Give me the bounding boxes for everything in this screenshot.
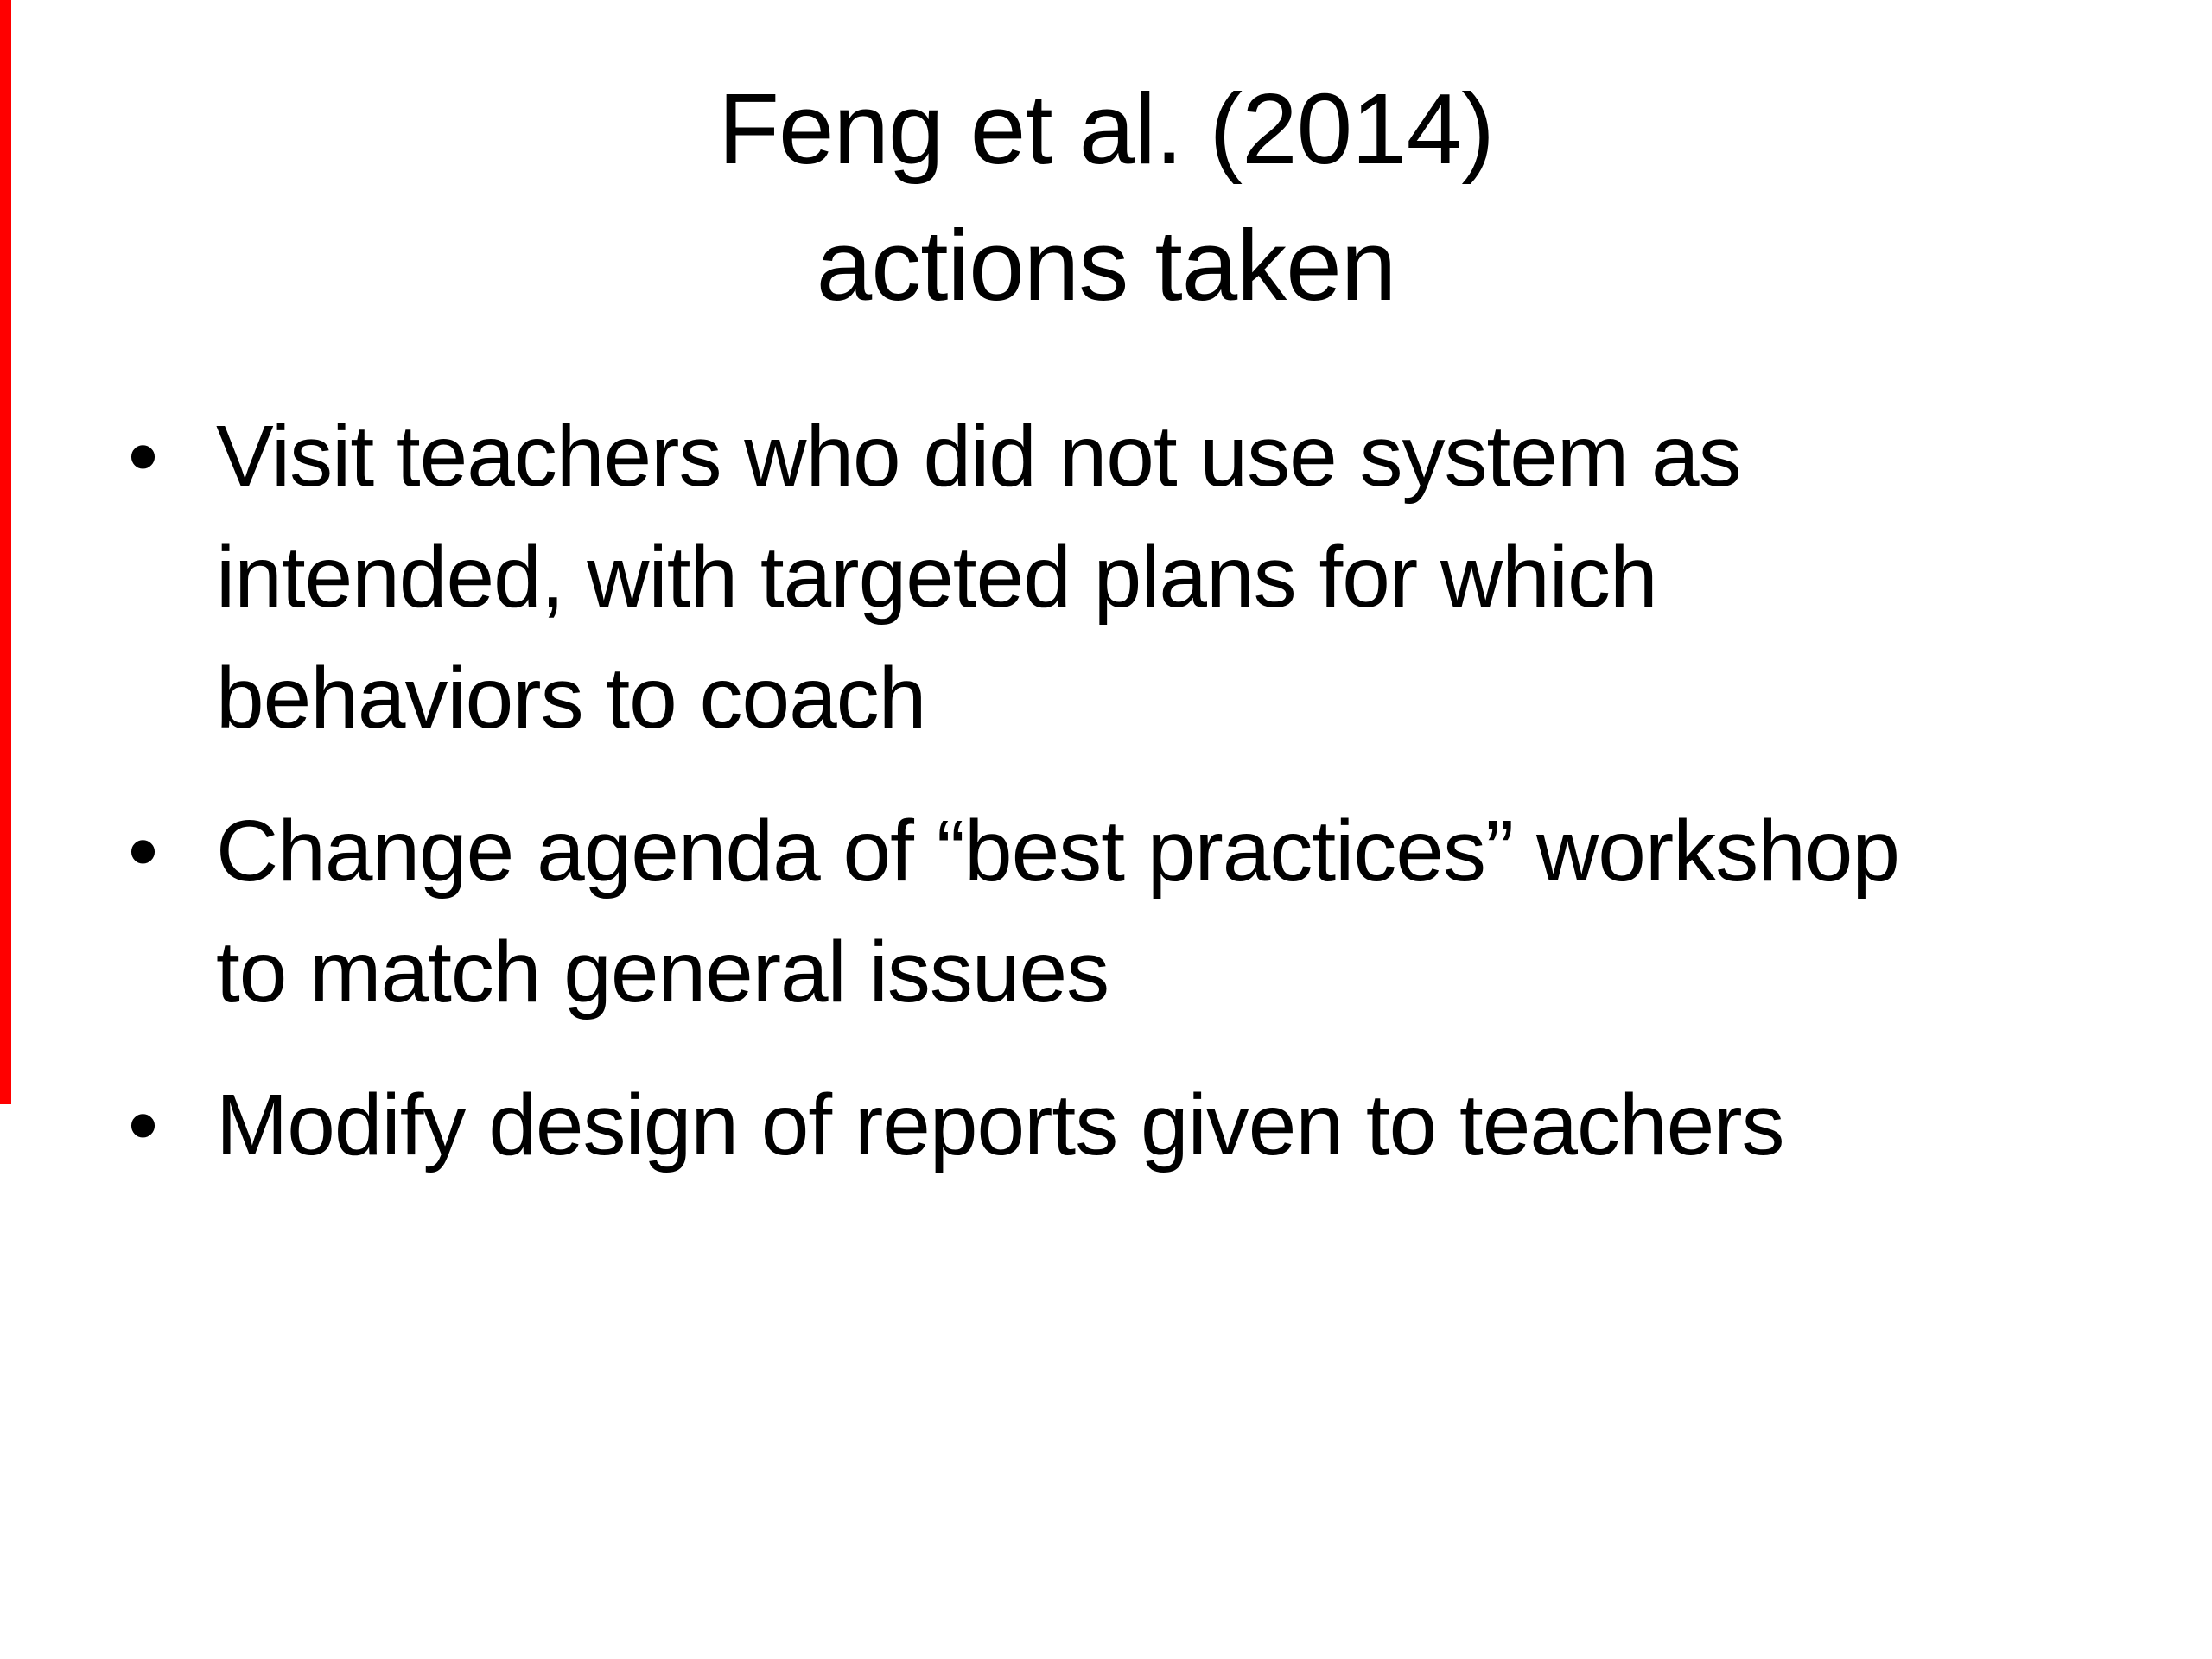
list-item [128,396,2171,759]
title-line-2: actions taken [816,209,1396,321]
list-item [128,1065,2171,1185]
bullet-line: to match general issues [216,924,1109,1020]
slide-title [0,60,2212,334]
bullet-text [216,791,2171,1033]
bullet-icon: • [128,1077,158,1173]
bullet-line: Modify design of reports given to teachers [216,1077,1784,1173]
bullet-icon: • [128,803,158,899]
bullet-line: behaviors to coach [216,650,926,747]
bullet-line: Change agenda of “best practices” workshop [216,803,1900,899]
bullet-list [128,396,2171,1217]
bullet-text [216,396,2171,759]
bullet-icon: • [128,408,158,505]
title-line-1: Feng et al. (2014) [718,73,1494,185]
bullet-text [216,1065,2171,1185]
bullet-line: intended, with targeted plans for which [216,529,1657,626]
bullet-line: Visit teachers who did not use system as [216,408,1741,505]
list-item [128,791,2171,1033]
